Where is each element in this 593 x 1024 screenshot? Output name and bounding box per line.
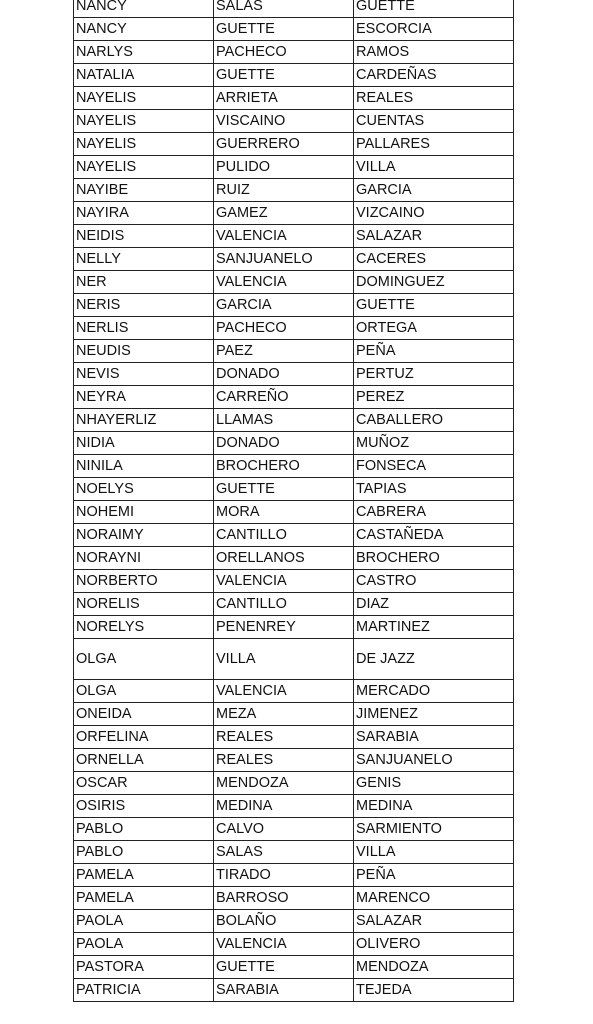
last-name-cell: DONADO	[214, 363, 354, 386]
second-last-name-cell: DIAZ	[354, 593, 514, 616]
second-last-name-cell: MENDOZA	[354, 956, 514, 979]
last-name-cell: TIRADO	[214, 864, 354, 887]
table-row	[74, 818, 514, 841]
first-name-cell: NEUDIS	[74, 340, 214, 363]
table-row	[74, 41, 514, 64]
table-row	[74, 340, 514, 363]
table-row	[74, 248, 514, 271]
first-name-cell: NORBERTO	[74, 570, 214, 593]
first-name-cell: OSCAR	[74, 772, 214, 795]
last-name-cell: SANJUANELO	[214, 248, 354, 271]
first-name-cell: OLGA	[74, 639, 214, 680]
table-row	[74, 179, 514, 202]
table-row	[74, 680, 514, 703]
second-last-name-cell: CABALLERO	[354, 409, 514, 432]
first-name-cell: NORAIMY	[74, 524, 214, 547]
first-name-cell: NATALIA	[74, 64, 214, 87]
last-name-cell: CARREÑO	[214, 386, 354, 409]
second-last-name-cell: RAMOS	[354, 41, 514, 64]
last-name-cell: GUETTE	[214, 18, 354, 41]
second-last-name-cell: FONSECA	[354, 455, 514, 478]
first-name-cell: NER	[74, 271, 214, 294]
first-name-cell: PABLO	[74, 841, 214, 864]
first-name-cell: NERLIS	[74, 317, 214, 340]
first-name-cell: NEYRA	[74, 386, 214, 409]
second-last-name-cell: TEJEDA	[354, 979, 514, 1002]
last-name-cell: GUETTE	[214, 956, 354, 979]
last-name-cell: VALENCIA	[214, 271, 354, 294]
table-row	[74, 202, 514, 225]
second-last-name-cell: GARCIA	[354, 179, 514, 202]
last-name-cell: SALAS	[214, 0, 354, 18]
table-row	[74, 409, 514, 432]
table-row	[74, 18, 514, 41]
last-name-cell: PENENREY	[214, 616, 354, 639]
table-row	[74, 639, 514, 680]
second-last-name-cell: REALES	[354, 87, 514, 110]
first-name-cell: NIDIA	[74, 432, 214, 455]
last-name-cell: GARCIA	[214, 294, 354, 317]
first-name-cell: PABLO	[74, 818, 214, 841]
table-row	[74, 956, 514, 979]
last-name-cell: REALES	[214, 749, 354, 772]
table-row	[74, 294, 514, 317]
second-last-name-cell: SARMIENTO	[354, 818, 514, 841]
first-name-cell: NORELIS	[74, 593, 214, 616]
second-last-name-cell: PEÑA	[354, 864, 514, 887]
table-row	[74, 156, 514, 179]
last-name-cell: SALAS	[214, 841, 354, 864]
second-last-name-cell: MUÑOZ	[354, 432, 514, 455]
last-name-cell: GUETTE	[214, 478, 354, 501]
first-name-cell: NOHEMI	[74, 501, 214, 524]
table-row	[74, 386, 514, 409]
last-name-cell: MEDINA	[214, 795, 354, 818]
last-name-cell: REALES	[214, 726, 354, 749]
last-name-cell: LLAMAS	[214, 409, 354, 432]
table-row	[74, 726, 514, 749]
second-last-name-cell: PERTUZ	[354, 363, 514, 386]
first-name-cell: NAYIBE	[74, 179, 214, 202]
second-last-name-cell: MARTINEZ	[354, 616, 514, 639]
table-row	[74, 432, 514, 455]
names-table	[73, 0, 514, 1002]
table-row	[74, 703, 514, 726]
first-name-cell: NANCY	[74, 0, 214, 18]
last-name-cell: PACHECO	[214, 41, 354, 64]
last-name-cell: BOLAÑO	[214, 910, 354, 933]
table-row	[74, 772, 514, 795]
first-name-cell: NEVIS	[74, 363, 214, 386]
second-last-name-cell: SANJUANELO	[354, 749, 514, 772]
table-row	[74, 933, 514, 956]
last-name-cell: SARABIA	[214, 979, 354, 1002]
table-row	[74, 570, 514, 593]
first-name-cell: NARLYS	[74, 41, 214, 64]
first-name-cell: NORAYNI	[74, 547, 214, 570]
second-last-name-cell: PEÑA	[354, 340, 514, 363]
table-row	[74, 864, 514, 887]
last-name-cell: PULIDO	[214, 156, 354, 179]
second-last-name-cell: VIZCAINO	[354, 202, 514, 225]
second-last-name-cell: VILLA	[354, 841, 514, 864]
table-row	[74, 271, 514, 294]
first-name-cell: NEIDIS	[74, 225, 214, 248]
first-name-cell: PAMELA	[74, 887, 214, 910]
last-name-cell: GUETTE	[214, 64, 354, 87]
second-last-name-cell: GUETTE	[354, 294, 514, 317]
table-row	[74, 110, 514, 133]
second-last-name-cell: PALLARES	[354, 133, 514, 156]
first-name-cell: NAYELIS	[74, 110, 214, 133]
last-name-cell: VALENCIA	[214, 933, 354, 956]
last-name-cell: CALVO	[214, 818, 354, 841]
second-last-name-cell: BROCHERO	[354, 547, 514, 570]
table-row	[74, 0, 514, 18]
last-name-cell: BROCHERO	[214, 455, 354, 478]
second-last-name-cell: JIMENEZ	[354, 703, 514, 726]
first-name-cell: NAYELIS	[74, 156, 214, 179]
second-last-name-cell: CARDEÑAS	[354, 64, 514, 87]
first-name-cell: NANCY	[74, 18, 214, 41]
second-last-name-cell: MARENCO	[354, 887, 514, 910]
last-name-cell: GUERRERO	[214, 133, 354, 156]
first-name-cell: NINILA	[74, 455, 214, 478]
last-name-cell: MENDOZA	[214, 772, 354, 795]
table-row	[74, 887, 514, 910]
table-row	[74, 363, 514, 386]
first-name-cell: ONEIDA	[74, 703, 214, 726]
second-last-name-cell: VILLA	[354, 156, 514, 179]
first-name-cell: OSIRIS	[74, 795, 214, 818]
table-row	[74, 795, 514, 818]
first-name-cell: ORFELINA	[74, 726, 214, 749]
second-last-name-cell: TAPIAS	[354, 478, 514, 501]
last-name-cell: PACHECO	[214, 317, 354, 340]
second-last-name-cell: DE JAZZ	[354, 639, 514, 680]
second-last-name-cell: CACERES	[354, 248, 514, 271]
last-name-cell: RUIZ	[214, 179, 354, 202]
names-table-body	[74, 0, 514, 1002]
first-name-cell: PAMELA	[74, 864, 214, 887]
table-row	[74, 64, 514, 87]
first-name-cell: PAOLA	[74, 910, 214, 933]
second-last-name-cell: CABRERA	[354, 501, 514, 524]
table-row	[74, 749, 514, 772]
table-row	[74, 547, 514, 570]
first-name-cell: PATRICIA	[74, 979, 214, 1002]
table-row	[74, 910, 514, 933]
table-row	[74, 979, 514, 1002]
first-name-cell: ORNELLA	[74, 749, 214, 772]
table-row	[74, 225, 514, 248]
last-name-cell: ARRIETA	[214, 87, 354, 110]
table-row	[74, 133, 514, 156]
first-name-cell: NHAYERLIZ	[74, 409, 214, 432]
last-name-cell: GAMEZ	[214, 202, 354, 225]
second-last-name-cell: DOMINGUEZ	[354, 271, 514, 294]
first-name-cell: PASTORA	[74, 956, 214, 979]
table-row	[74, 524, 514, 547]
table-row	[74, 841, 514, 864]
second-last-name-cell: CUENTAS	[354, 110, 514, 133]
first-name-cell: OLGA	[74, 680, 214, 703]
first-name-cell: NOELYS	[74, 478, 214, 501]
first-name-cell: NAYELIS	[74, 133, 214, 156]
last-name-cell: VISCAINO	[214, 110, 354, 133]
table-row	[74, 593, 514, 616]
last-name-cell: MORA	[214, 501, 354, 524]
second-last-name-cell: CASTAÑEDA	[354, 524, 514, 547]
table-row	[74, 455, 514, 478]
second-last-name-cell: CASTRO	[354, 570, 514, 593]
second-last-name-cell: SALAZAR	[354, 910, 514, 933]
table-row	[74, 317, 514, 340]
second-last-name-cell: GUETTE	[354, 0, 514, 18]
last-name-cell: DONADO	[214, 432, 354, 455]
last-name-cell: VALENCIA	[214, 570, 354, 593]
first-name-cell: NERIS	[74, 294, 214, 317]
table-row	[74, 616, 514, 639]
second-last-name-cell: PEREZ	[354, 386, 514, 409]
table-row	[74, 478, 514, 501]
last-name-cell: CANTILLO	[214, 524, 354, 547]
second-last-name-cell: MERCADO	[354, 680, 514, 703]
first-name-cell: NAYELIS	[74, 87, 214, 110]
second-last-name-cell: MEDINA	[354, 795, 514, 818]
second-last-name-cell: GENIS	[354, 772, 514, 795]
second-last-name-cell: ESCORCIA	[354, 18, 514, 41]
table-row	[74, 501, 514, 524]
first-name-cell: NORELYS	[74, 616, 214, 639]
first-name-cell: NELLY	[74, 248, 214, 271]
second-last-name-cell: ORTEGA	[354, 317, 514, 340]
last-name-cell: ORELLANOS	[214, 547, 354, 570]
last-name-cell: MEZA	[214, 703, 354, 726]
second-last-name-cell: SARABIA	[354, 726, 514, 749]
second-last-name-cell: OLIVERO	[354, 933, 514, 956]
last-name-cell: VILLA	[214, 639, 354, 680]
last-name-cell: BARROSO	[214, 887, 354, 910]
last-name-cell: VALENCIA	[214, 225, 354, 248]
table-row	[74, 87, 514, 110]
last-name-cell: PAEZ	[214, 340, 354, 363]
last-name-cell: VALENCIA	[214, 680, 354, 703]
first-name-cell: PAOLA	[74, 933, 214, 956]
second-last-name-cell: SALAZAR	[354, 225, 514, 248]
first-name-cell: NAYIRA	[74, 202, 214, 225]
last-name-cell: CANTILLO	[214, 593, 354, 616]
